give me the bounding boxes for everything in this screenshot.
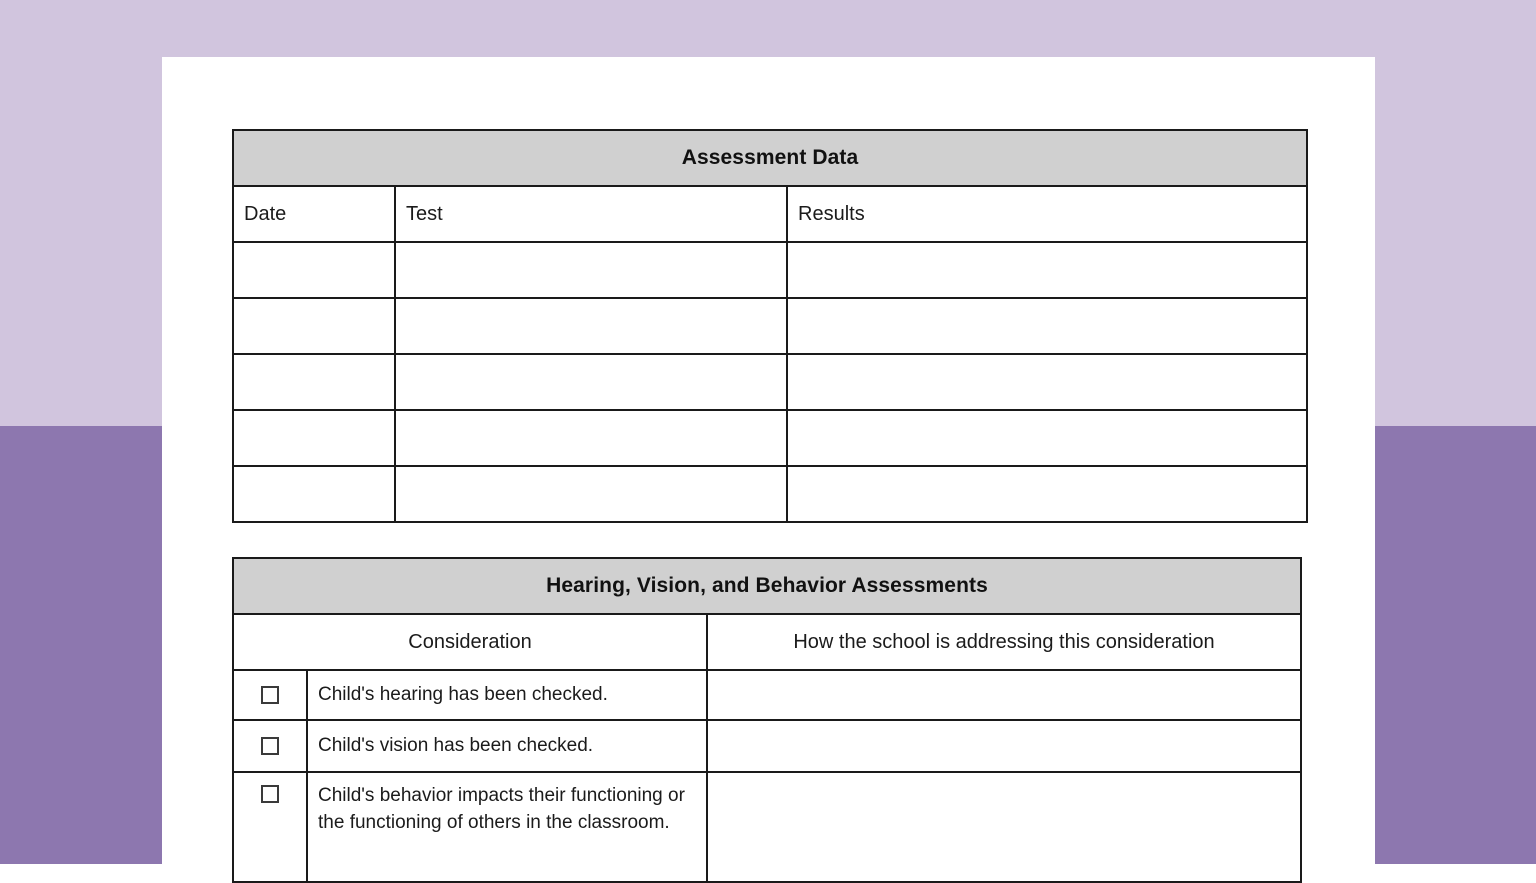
table-row <box>233 298 1307 354</box>
cell-test[interactable] <box>395 466 787 522</box>
consideration-hearing: Child's hearing has been checked. <box>307 670 707 720</box>
school-response-behavior[interactable] <box>707 772 1301 882</box>
table-row <box>233 410 1307 466</box>
table-title-row <box>233 130 1307 186</box>
checkbox-unchecked-icon[interactable] <box>261 686 279 704</box>
table-row <box>233 670 1301 720</box>
cell-results[interactable] <box>787 410 1307 466</box>
checkbox-unchecked-icon[interactable] <box>261 737 279 755</box>
cell-results[interactable] <box>787 242 1307 298</box>
column-header-test: Test <box>395 186 787 242</box>
cell-test[interactable] <box>395 242 787 298</box>
cell-test[interactable] <box>395 354 787 410</box>
cell-results[interactable] <box>787 298 1307 354</box>
column-header-consideration: Consideration <box>233 614 707 670</box>
assessment-data-table <box>232 129 1308 523</box>
column-header-school-response: How the school is addressing this consideration <box>707 614 1301 670</box>
document-page <box>162 57 1375 864</box>
hvb-assessments-title: Hearing, Vision, and Behavior Assessments <box>233 558 1301 614</box>
consideration-vision: Child's vision has been checked. <box>307 720 707 772</box>
table-header-row <box>233 186 1307 242</box>
table-header-row <box>233 614 1301 670</box>
checkbox-cell-hearing[interactable] <box>233 670 307 720</box>
checkbox-cell-behavior[interactable] <box>233 772 307 882</box>
table-row <box>233 772 1301 882</box>
column-header-results: Results <box>787 186 1307 242</box>
school-response-vision[interactable] <box>707 720 1301 772</box>
cell-date[interactable] <box>233 354 395 410</box>
assessment-data-title: Assessment Data <box>233 130 1307 186</box>
hearing-vision-behavior-table <box>232 557 1302 883</box>
consideration-behavior: Child's behavior impacts their functioning or the functioning of others in the classroom. <box>307 772 707 882</box>
cell-results[interactable] <box>787 466 1307 522</box>
table-row <box>233 354 1307 410</box>
checkbox-cell-vision[interactable] <box>233 720 307 772</box>
column-header-date: Date <box>233 186 395 242</box>
cell-date[interactable] <box>233 410 395 466</box>
table-title-row <box>233 558 1301 614</box>
cell-date[interactable] <box>233 466 395 522</box>
cell-date[interactable] <box>233 298 395 354</box>
table-row <box>233 720 1301 772</box>
school-response-hearing[interactable] <box>707 670 1301 720</box>
checkbox-unchecked-icon[interactable] <box>261 785 279 803</box>
cell-test[interactable] <box>395 298 787 354</box>
cell-date[interactable] <box>233 242 395 298</box>
table-row <box>233 242 1307 298</box>
cell-results[interactable] <box>787 354 1307 410</box>
table-row <box>233 466 1307 522</box>
cell-test[interactable] <box>395 410 787 466</box>
